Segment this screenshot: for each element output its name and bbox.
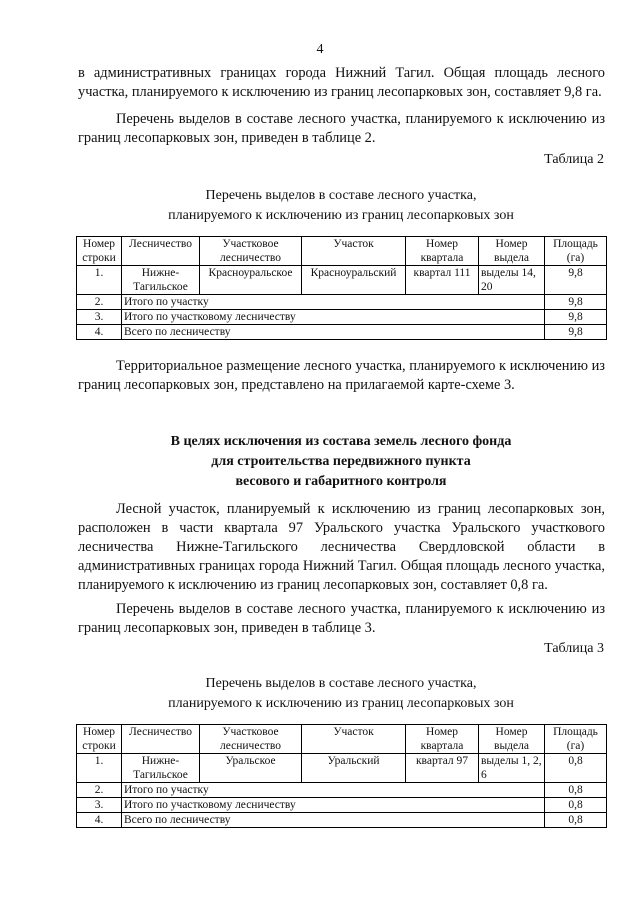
table3-title: [0, 674, 640, 714]
heading-line1: В целях исключения из состава земель лесного фонда: [170, 434, 512, 449]
cell-plot: Красноуральский: [302, 266, 406, 295]
header-area: Площадь (га): [545, 237, 607, 266]
table3: [76, 724, 607, 828]
section2-paragraph: Лесной участок, планируемый к исключению из границ лесопарковых зон, расположен в части квартала 97 Уральского участка Уральского участкового лесничества Нижне-Тагильского лесничества Свердловской области в административных границах города Нижний Тагил. Общая площадь лесного участка, планируемого к исключению из границ лесопарковых зон, составляет 0,8 га.: [78, 501, 605, 593]
header-section-number: Номер выдела: [479, 237, 545, 266]
total-number: 2.: [77, 783, 122, 798]
heading-line3: весового и габаритного контроля: [235, 474, 447, 489]
header-forestry: Лесничество: [122, 725, 200, 754]
total-number: 4.: [77, 325, 122, 340]
table-total-row: [77, 295, 607, 310]
total-label: Итого по участку: [122, 783, 545, 798]
table3-label: Таблица 3: [544, 641, 604, 656]
cell-plot: Уральский: [302, 754, 406, 783]
section-heading: [0, 432, 640, 492]
cell-area: 9,8: [545, 266, 607, 295]
total-label: Всего по лесничеству: [122, 813, 545, 828]
table2-title-line2: планируемого к исключению из границ лесопарковых зон: [168, 208, 514, 223]
header-area: Площадь (га): [545, 725, 607, 754]
table-total-row: [77, 310, 607, 325]
table2-label: Таблица 2: [544, 152, 604, 167]
cell-row-number: 1.: [77, 754, 122, 783]
table-total-row: [77, 813, 607, 828]
table3-title-line1: Перечень выделов в составе лесного участка,: [205, 676, 477, 691]
territorial-paragraph: Территориальное размещение лесного участка, планируемого к исключению из границ лесопарковых зон, представлено на прилагаемой карте-схеме 3.: [78, 358, 605, 393]
header-plot: Участок: [302, 725, 406, 754]
cell-forestry: Нижне-Тагильское: [122, 754, 200, 783]
total-number: 3.: [77, 798, 122, 813]
header-district-forestry: Участковое лесничество: [200, 237, 302, 266]
total-label: Итого по участку: [122, 295, 545, 310]
cell-sections: выделы 1, 2, 6: [479, 754, 545, 783]
header-forestry: Лесничество: [122, 237, 200, 266]
cell-district-forestry: Уральское: [200, 754, 302, 783]
section1-text: [78, 64, 605, 148]
table-header-row: [77, 237, 607, 266]
total-number: 3.: [77, 310, 122, 325]
territorial-text: [78, 357, 605, 395]
table-row: [77, 266, 607, 295]
table-row: [77, 754, 607, 783]
cell-district-forestry: Красноуральское: [200, 266, 302, 295]
continuation-paragraph: в административных границах города Нижний Тагил. Общая площадь лесного участка, планируемого к исключению из границ лесопарковых зон, составляет 9,8 га.: [78, 65, 605, 100]
table2-intro-paragraph: Перечень выделов в составе лесного участка, планируемого к исключению из границ лесопарковых зон, приведен в таблице 2.: [78, 111, 605, 146]
total-number: 2.: [77, 295, 122, 310]
total-value: 9,8: [545, 310, 607, 325]
table2-title: [0, 186, 640, 226]
total-label: Итого по участковому лесничеству: [122, 798, 545, 813]
table3-title-line2: планируемого к исключению из границ лесопарковых зон: [168, 696, 514, 711]
header-quarter-number: Номер квартала: [406, 237, 479, 266]
total-label: Всего по лесничеству: [122, 325, 545, 340]
table3-intro-paragraph: Перечень выделов в составе лесного участка, планируемого к исключению из границ лесопарковых зон, приведен в таблице 3.: [78, 601, 605, 636]
table-total-row: [77, 783, 607, 798]
total-label: Итого по участковому лесничеству: [122, 310, 545, 325]
header-section-number: Номер выдела: [479, 725, 545, 754]
page-number: 4: [316, 42, 324, 57]
header-district-forestry: Участковое лесничество: [200, 725, 302, 754]
total-value: 9,8: [545, 295, 607, 310]
total-value: 0,8: [545, 798, 607, 813]
total-value: 9,8: [545, 325, 607, 340]
table-total-row: [77, 325, 607, 340]
total-value: 0,8: [545, 783, 607, 798]
table2: [76, 236, 607, 340]
table-header-row: [77, 725, 607, 754]
table-total-row: [77, 798, 607, 813]
cell-area: 0,8: [545, 754, 607, 783]
header-quarter-number: Номер квартала: [406, 725, 479, 754]
cell-quarter: квартал 111: [406, 266, 479, 295]
heading-line2: для строительства передвижного пункта: [211, 454, 471, 469]
cell-quarter: квартал 97: [406, 754, 479, 783]
header-row-number: Номер строки: [77, 237, 122, 266]
cell-forestry: Нижне-Тагильское: [122, 266, 200, 295]
total-value: 0,8: [545, 813, 607, 828]
total-number: 4.: [77, 813, 122, 828]
table2-title-line1: Перечень выделов в составе лесного участка,: [205, 188, 477, 203]
cell-row-number: 1.: [77, 266, 122, 295]
section2-text: [78, 500, 605, 638]
header-row-number: Номер строки: [77, 725, 122, 754]
cell-sections: выделы 14, 20: [479, 266, 545, 295]
header-plot: Участок: [302, 237, 406, 266]
